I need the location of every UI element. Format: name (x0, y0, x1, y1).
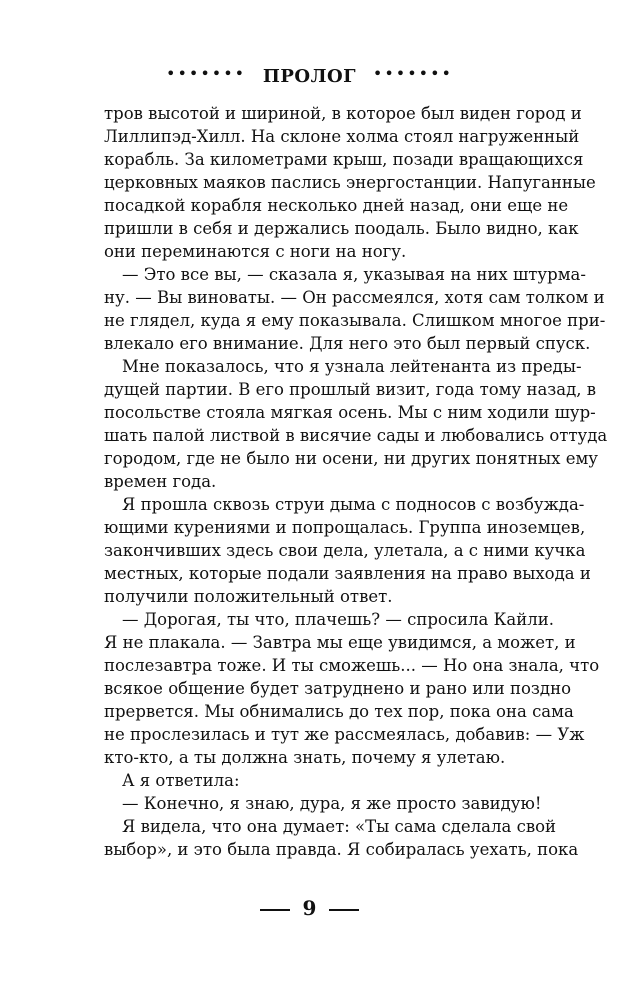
text-line: прервется. Мы обнимались до тех пор, пока она сама (104, 702, 574, 721)
text-line: Мне показалось, что я узнала лейтенанта из преды- (122, 357, 582, 376)
body-text (104, 102, 608, 861)
text-line: времен года. (104, 472, 217, 491)
text-line: — Дорогая, ты что, плачешь? — спросила Кайли. (122, 610, 554, 629)
text-line: — Это все вы, — сказала я, указывая на них штурма- (122, 265, 586, 284)
text-line: всякое общение будет затруднено и рано или поздно (104, 679, 572, 698)
text-line: — Конечно, я знаю, дура, я же просто завидую! (122, 794, 542, 813)
chapter-header (0, 66, 619, 87)
text-line: не прослезилась и тут же рассмеялась, добавив: — Уж (104, 725, 585, 744)
text-line: закончивших здесь свои дела, улетала, а с ними кучка (104, 541, 586, 560)
text-line: влекало его внимание. Для него это был первый спуск. (104, 334, 591, 353)
text-line: Я прошла сквозь струи дыма с подносов с возбужда- (122, 495, 585, 514)
text-line: получили положительный ответ. (104, 587, 393, 606)
header-dots-right: ••••••• (372, 64, 453, 83)
chapter-title: ПРОЛОГ (262, 66, 357, 87)
text-line: церковных маяков паслись энергостанции. Напуганные (104, 173, 596, 192)
text-line: местных, которые подали заявления на право выхода и (104, 564, 591, 583)
text-line: посадкой корабля несколько дней назад, они еще не (104, 196, 569, 215)
text-line: дущей партии. В его прошлый визит, года тому назад, в (104, 380, 597, 399)
text-line: Я не плакала. — Завтра мы еще увидимся, а может, и (104, 633, 576, 652)
footer-dash-right (329, 909, 359, 911)
page-footer (0, 896, 619, 920)
page-number: 9 (302, 896, 317, 920)
text-line: послезавтра тоже. И ты сможешь... — Но она знала, что (104, 656, 600, 675)
text-line: ну. — Вы виноваты. — Он рассмеялся, хотя сам толком и (104, 288, 605, 307)
text-line: кто-кто, а ты должна знать, почему я улетаю. (104, 748, 506, 767)
text-line: не глядел, куда я ему показывала. Слишком многое при- (104, 311, 606, 330)
text-line: корабль. За километрами крыш, позади вращающихся (104, 150, 584, 169)
text-line: А я ответила: (122, 771, 240, 790)
footer-dash-left (260, 909, 290, 911)
text-line: выбор», и это была правда. Я собиралась уехать, пока (104, 840, 579, 859)
text-line: шать палой листвой в висячие сады и любовались оттуда (104, 426, 608, 445)
header-dots-left: ••••••• (166, 64, 247, 83)
text-line: городом, где не было ни осени, ни других понятных ему (104, 449, 599, 468)
text-line: тров высотой и шириной, в которое был виден город и (104, 104, 582, 123)
text-line: Лиллипэд-Хилл. На склоне холма стоял нагруженный (104, 127, 580, 146)
text-line: ющими курениями и попрощалась. Группа иноземцев, (104, 518, 586, 537)
text-line: они переминаются с ноги на ногу. (104, 242, 407, 261)
text-line: Я видела, что она думает: «Ты сама сделала свой (122, 817, 557, 836)
text-line: пришли в себя и держались поодаль. Было видно, как (104, 219, 579, 238)
text-line: посольстве стояла мягкая осень. Мы с ним ходили шур- (104, 403, 596, 422)
